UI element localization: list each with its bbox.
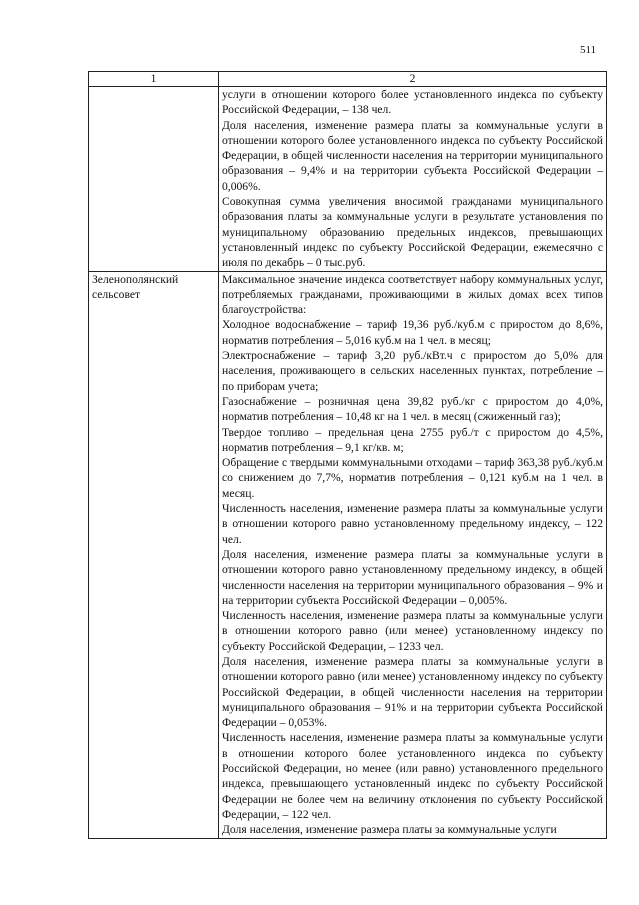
row-name-cell: Зеленополянский сельсовет (89, 271, 219, 838)
paragraph: Обращение с твердыми коммунальными отходами – тариф 363,38 руб./куб.м со снижением до 7,7%, норматив потребления – 0,121 куб.м на 1 чел. в месяц. (222, 456, 603, 500)
page-number: 511 (580, 44, 597, 56)
paragraph: Максимальное значение индекса соответствует набору коммунальных услуг, потребляемых гражданами, проживающими в жилых домах всех типов благоустройства: (222, 272, 603, 317)
paragraph: Численность населения, изменение размера платы за коммунальные услуги в отношении которого более установленного индекса по субъекту Российской Федерации, но менее (или равно) установленного предельного индекса, превышающего установленный индекс по субъекту Российской Федерации не более чем на величину отклонения по субъекту Российской Федерации, – 122 чел. (222, 731, 603, 821)
paragraph: Численность населения, изменение размера платы за коммунальные услуги в отношении которого равно установленному предельному индексу, – 122 чел. (222, 502, 603, 546)
table-header-row (89, 72, 607, 87)
row-content-cell (219, 271, 607, 838)
paragraph: Совокупная сумма увеличения вносимой гражданами муниципального образования платы за коммунальные услуги в результате установления по муниципальному образованию предельных индексов, превышающих установленный индекс по субъекту Российской Федерации, ежемесячно с июля по декабрь – 0 тыс.руб. (222, 195, 603, 270)
table-row (89, 87, 607, 272)
paragraph: Доля населения, изменение размера платы за коммунальные услуги в отношении которого равно установленному предельному индексу, в общей численности населения на территории муниципального образования – 9% и на территории субъекта Российской Федерации – 0,005%. (222, 547, 603, 607)
paragraph: Газоснабжение – розничная цена 39,82 руб./кг с приростом до 4,0%, норматив потребления – 10,48 кг на 1 чел. в месяц (сжиженный газ); (222, 394, 603, 424)
column-header-1: 1 (89, 72, 219, 87)
data-table (88, 71, 607, 839)
row-content-cell (219, 87, 607, 272)
paragraph: Холодное водоснабжение – тариф 19,36 руб./куб.м с приростом до 8,6%, норматив потребления – 5,016 куб.м на 1 чел. в месяц; (222, 318, 603, 347)
paragraph: Доля населения, изменение размера платы за коммунальные услуги в отношении которого более установленного индекса по субъекту Российской Федерации, в общей численности населения на территории муниципального образования – 9,4% и на территории субъекта Российской Федерации – 0,006%. (222, 118, 603, 193)
column-header-2: 2 (219, 72, 607, 87)
paragraph: услуги в отношении которого более установленного индекса по субъекту Российской Федерации, – 138 чел. (222, 88, 603, 117)
paragraph: Твердое топливо – предельная цена 2755 руб./т с приростом до 4,5%, норматив потребления – 9,1 кг/кв. м; (222, 425, 603, 454)
paragraph: Численность населения, изменение размера платы за коммунальные услуги в отношении которого равно (или менее) установленному индексу по субъекту Российской Федерации, – 1233 чел. (222, 609, 603, 653)
paragraph: Электроснабжение – тариф 3,20 руб./кВт.ч с приростом до 5,0% для населения, проживающего в сельских населенных пунктах, потребление – по приборам учета; (222, 349, 603, 393)
row-name-cell (89, 87, 219, 272)
table-row (89, 271, 607, 838)
paragraph: Доля населения, изменение размера платы за коммунальные услуги (222, 823, 557, 837)
paragraph: Доля населения, изменение размера платы за коммунальные услуги в отношении которого равно (или менее) установленному индексу по субъекту Российской Федерации, в общей численности населения на территории муниципального образования – 91% и на территории субъекта Российской Федерации – 0,053%. (222, 654, 603, 730)
